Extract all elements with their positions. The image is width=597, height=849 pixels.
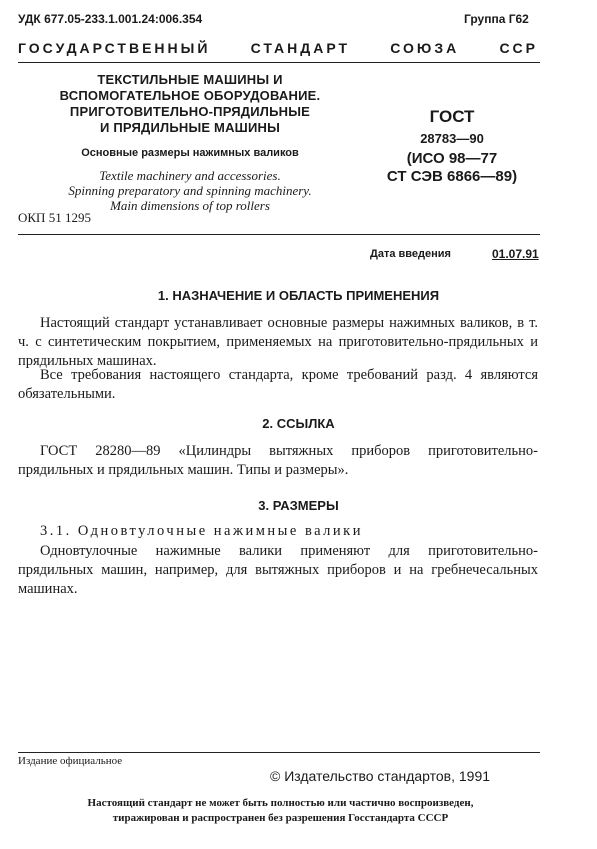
gost-designation [372, 106, 532, 186]
gost-label: ГОСТ [429, 107, 475, 126]
section-1-paragraph-2: Все требования настоящего стандарта, кроме требований разд. 4 являются обязательными. [18, 367, 538, 402]
english-line-2: Spinning preparatory and spinning machinery. [68, 183, 312, 198]
document-title [30, 72, 350, 136]
udc-code: УДК 677.05-233.1.001.24:006.354 [18, 12, 203, 26]
title-line-3: ПРИГОТОВИТЕЛЬНО-ПРЯДИЛЬНЫЕ [69, 104, 311, 119]
section-3-paragraph: Одновтулочные нажимные валики применяют для приготовительно-прядильных машин, например, для вытяжных приборов и на гребнечесальных машинах. [18, 543, 538, 597]
title-line-4: И ПРЯДИЛЬНЫЕ МАШИНЫ [100, 120, 280, 135]
section-2-paragraph: ГОСТ 28280—89 «Цилиндры вытяжных приборов приготовительно-прядильных и прядильных машин. Типы и размеры». [18, 443, 538, 478]
footer-rule [18, 752, 540, 753]
document-subtitle: Основные размеры нажимных валиков [81, 147, 299, 159]
english-line-1: Textile machinery and accessories. [99, 168, 281, 183]
reproduction-notice-line-2: тиражирован и распространен без разрешения Госстандарта СССР [112, 812, 449, 824]
title-line-1: ТЕКСТИЛЬНЫЕ МАШИНЫ И [97, 72, 283, 87]
section-3-1-subheading: 3.1. Одновтулочные нажимные валики [40, 523, 363, 539]
english-line-3: Main dimensions of top rollers [110, 198, 270, 213]
section-1-heading: 1. НАЗНАЧЕНИЕ И ОБЛАСТЬ ПРИМЕНЕНИЯ [157, 288, 440, 303]
official-edition: Издание официальное [18, 755, 123, 767]
gost-number: 28783—90 [420, 131, 484, 146]
iso-reference: (ИСО 98—77 [406, 150, 498, 167]
copyright: © Издательство стандартов, 1991 [270, 768, 491, 784]
section-1-paragraph-1: Настоящий стандарт устанавливает основные размеры нажимных валиков, в т. ч. с синтетическим покрытием, применяемых на приготовительно-прядильных и прядильных машинах. [18, 315, 538, 369]
intro-date-value: 01.07.91 [492, 247, 539, 261]
reproduction-notice-line-1: Настоящий стандарт не может быть полностью или частично воспроизведен, [87, 797, 474, 809]
section-2-heading: 2. ССЫЛКА [262, 416, 335, 431]
section-3-heading: 3. РАЗМЕРЫ [258, 498, 339, 513]
header-rule [18, 62, 540, 63]
title-line-2: ВСПОМОГАТЕЛЬНОЕ ОБОРУДОВАНИЕ. [59, 88, 321, 103]
intro-date-label: Дата введения [370, 248, 451, 260]
group-code: Группа Г62 [464, 12, 529, 26]
english-title [30, 168, 350, 213]
title-bottom-rule [18, 234, 540, 235]
okp-code: ОКП 51 1295 [18, 210, 91, 225]
state-standard-banner: ГОСУДАРСТВЕННЫЙ СТАНДАРТ СОЮЗА ССР [18, 40, 538, 56]
st-sev-reference: СТ СЭВ 6866—89) [386, 168, 518, 185]
